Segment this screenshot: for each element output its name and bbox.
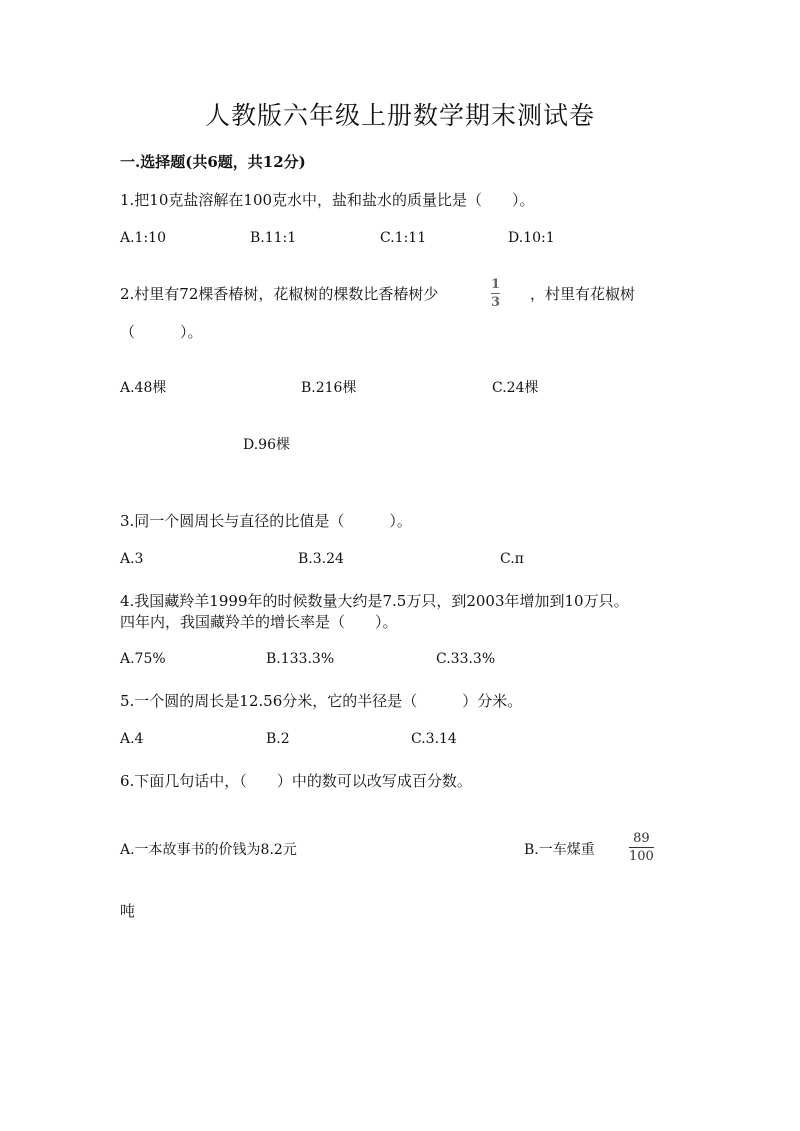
question-2-stem: 2.村里有72棵香椿树，花椒树的棵数比香椿树少 xyxy=(120,285,439,303)
question-4-option-b: B.133.3% xyxy=(266,651,335,667)
section-heading: 一.选择题(共6题，共12分) xyxy=(120,153,306,171)
question-4-stem: 4.我国藏羚羊1999年的时候数量大约是7.5万只，到2003年增加到10万只。 xyxy=(120,592,629,610)
question-6-option-b-unit: 吨 xyxy=(120,902,136,920)
fraction-bar xyxy=(629,847,654,848)
question-6-option-b: B.一车煤重 xyxy=(524,842,595,858)
question-3-option-c: C.π xyxy=(500,551,524,567)
question-1-option-c: C.1:11 xyxy=(380,230,427,246)
question-1-stem: 1.把10克盐溶解在100克水中，盐和盐水的质量比是（ ）。 xyxy=(120,191,535,209)
question-2-option-c: C.24棵 xyxy=(492,380,539,396)
question-6-option-a: A.一本故事书的价钱为8.2元 xyxy=(120,842,297,858)
question-6-stem: 6.下面几句话中，（ ）中的数可以改写成百分数。 xyxy=(120,772,472,790)
question-2-option-b: B.216棵 xyxy=(301,380,357,396)
question-2-option-a: A.48棵 xyxy=(120,380,167,396)
question-2-option-d: D.96棵 xyxy=(243,437,290,453)
question-3-option-a: A.3 xyxy=(120,551,144,567)
question-4-option-a: A.75% xyxy=(120,651,166,667)
question-5-option-b: B.2 xyxy=(266,731,290,747)
question-6-fraction xyxy=(629,831,654,864)
question-3-option-b: B.3.24 xyxy=(298,551,344,567)
question-4-option-c: C.33.3% xyxy=(436,651,496,667)
question-2-fraction xyxy=(491,277,500,310)
question-1-option-d: D.10:1 xyxy=(508,230,555,246)
fraction-bar xyxy=(491,293,500,294)
question-2-stem-continued: ，村里有花椒树 xyxy=(530,285,636,303)
question-1-option-b: B.11:1 xyxy=(250,230,297,246)
page-title: 人教版六年级上册数学期末测试卷 xyxy=(204,101,595,130)
question-1-option-a: A.1:10 xyxy=(120,230,166,246)
question-5-stem: 5.一个圆的周长是12.56分米，它的半径是（ ）分米。 xyxy=(120,692,523,710)
fraction-denominator: 3 xyxy=(491,295,501,310)
fraction-numerator: 1 xyxy=(491,277,501,292)
question-5-option-c: C.3.14 xyxy=(411,731,457,747)
fraction-denominator: 100 xyxy=(629,849,654,864)
question-3-stem: 3.同一个圆周长与直径的比值是（ ）。 xyxy=(120,512,412,530)
question-4-stem-line2: 四年内，我国藏羚羊的增长率是（ ）。 xyxy=(120,613,398,631)
fraction-numerator: 89 xyxy=(633,831,650,846)
question-2-stem-line2: （ ）。 xyxy=(120,323,203,341)
question-5-option-a: A.4 xyxy=(120,731,144,747)
